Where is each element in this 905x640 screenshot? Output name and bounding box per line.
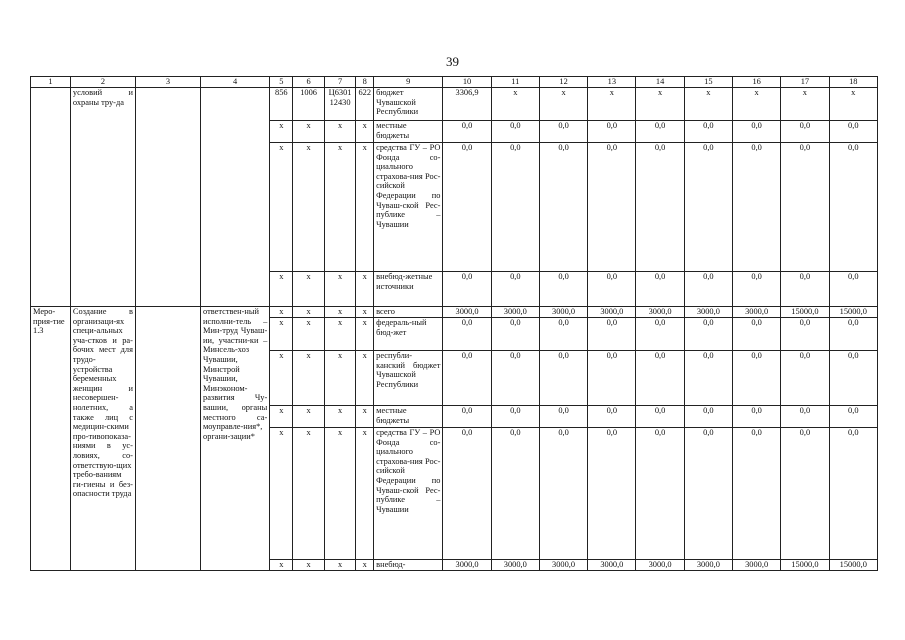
value-cell: 0,0: [588, 121, 636, 143]
value-cell: x: [636, 88, 684, 121]
value-cell: 0,0: [733, 406, 781, 428]
value-cell: 0,0: [588, 272, 636, 307]
value-cell: 0,0: [733, 428, 781, 560]
value-cell: x: [684, 88, 732, 121]
code-cell: x: [356, 121, 374, 143]
value-cell: 3306,9: [443, 88, 491, 121]
value-cell: 0,0: [829, 351, 877, 406]
value-cell: 0,0: [491, 318, 539, 351]
table-row: [31, 307, 878, 318]
value-cell: 0,0: [733, 318, 781, 351]
code-cell: x: [324, 406, 355, 428]
measure-label-cell: [31, 88, 71, 307]
header-cell: 5: [270, 77, 293, 88]
value-cell: 0,0: [443, 121, 491, 143]
value-cell: 0,0: [539, 406, 587, 428]
value-cell: 0,0: [684, 143, 732, 272]
value-cell: 0,0: [588, 143, 636, 272]
value-cell: x: [491, 88, 539, 121]
value-cell: 0,0: [733, 351, 781, 406]
code-cell: x: [356, 307, 374, 318]
value-cell: 3000,0: [684, 560, 732, 571]
value-cell: 0,0: [636, 318, 684, 351]
funding-source-cell: внебюд-жетные источники: [374, 272, 443, 307]
funding-source-cell: средства ГУ – РО Фонда со-циального страхова-ния Рос-сийской Федерации по Чуваш-ской Рес-публике – Чувашии: [374, 143, 443, 272]
value-cell: 0,0: [781, 318, 829, 351]
code-cell: x: [356, 351, 374, 406]
value-cell: 3000,0: [636, 560, 684, 571]
value-cell: 0,0: [684, 318, 732, 351]
funding-source-cell: средства ГУ – РО Фонда со-циального страхова-ния Рос-сийской Федерации по Чуваш-ской Рес-публике – Чувашии: [374, 428, 443, 560]
value-cell: x: [539, 88, 587, 121]
header-cell: 15: [684, 77, 732, 88]
value-cell: 0,0: [829, 428, 877, 560]
value-cell: 0,0: [588, 428, 636, 560]
responsible-cell: [201, 88, 270, 307]
value-cell: 0,0: [636, 428, 684, 560]
value-cell: 0,0: [781, 121, 829, 143]
header-cell: 7: [324, 77, 355, 88]
code-cell: x: [293, 272, 324, 307]
value-cell: 0,0: [443, 272, 491, 307]
value-cell: 0,0: [781, 143, 829, 272]
value-cell: 3000,0: [684, 307, 732, 318]
value-cell: 0,0: [539, 351, 587, 406]
value-cell: 3000,0: [443, 307, 491, 318]
value-cell: 0,0: [829, 406, 877, 428]
value-cell: 3000,0: [733, 307, 781, 318]
header-cell: 2: [70, 77, 135, 88]
code-cell: x: [324, 560, 355, 571]
funding-source-cell: всего: [374, 307, 443, 318]
code-cell: x: [324, 428, 355, 560]
code-cell: x: [293, 143, 324, 272]
value-cell: 0,0: [733, 143, 781, 272]
value-cell: 0,0: [443, 428, 491, 560]
code-cell: x: [293, 351, 324, 406]
code-cell: Ц6301 12430: [324, 88, 355, 121]
code-cell: x: [270, 143, 293, 272]
code-cell: x: [293, 318, 324, 351]
funding-source-cell: местные бюджеты: [374, 406, 443, 428]
code-cell: x: [324, 318, 355, 351]
funding-source-cell: бюджет Чувашской Республики: [374, 88, 443, 121]
header-cell: 13: [588, 77, 636, 88]
code-cell: x: [270, 307, 293, 318]
value-cell: 15000,0: [781, 560, 829, 571]
code-cell: x: [356, 143, 374, 272]
table-row: [31, 88, 878, 121]
code-cell: x: [293, 307, 324, 318]
header-cell: 17: [781, 77, 829, 88]
header-cell: 18: [829, 77, 877, 88]
code-cell: x: [356, 318, 374, 351]
value-cell: 0,0: [588, 318, 636, 351]
value-cell: 0,0: [491, 428, 539, 560]
value-cell: x: [588, 88, 636, 121]
value-cell: 0,0: [539, 318, 587, 351]
code-cell: x: [324, 272, 355, 307]
code-cell: x: [270, 560, 293, 571]
code-cell: x: [270, 272, 293, 307]
value-cell: 3000,0: [491, 307, 539, 318]
value-cell: 0,0: [781, 406, 829, 428]
value-cell: 0,0: [443, 318, 491, 351]
code-cell: x: [293, 406, 324, 428]
header-cell: 1: [31, 77, 71, 88]
measure-name-cell: Создание в организаци-ях специ-альных уча-стков и ра-бочих мест для трудо-устройства беременных женщин и несовершен-нолетних, а также лиц с медицин-скими про-тивопоказа-ниями в ус-ловиях, со-ответствую-щих требо-ваниям ги-гиены и без-опасности труда: [70, 307, 135, 571]
value-cell: 0,0: [636, 272, 684, 307]
code-cell: x: [270, 121, 293, 143]
value-cell: 0,0: [781, 272, 829, 307]
page-number: 39: [446, 54, 459, 69]
value-cell: 15000,0: [829, 307, 877, 318]
code-cell: x: [324, 143, 355, 272]
value-cell: 15000,0: [829, 560, 877, 571]
value-cell: 0,0: [539, 143, 587, 272]
value-cell: 0,0: [588, 351, 636, 406]
value-cell: 0,0: [684, 406, 732, 428]
header-cell: 8: [356, 77, 374, 88]
header-row: [31, 77, 878, 88]
value-cell: 0,0: [539, 121, 587, 143]
code-cell: 622: [356, 88, 374, 121]
code-cell: x: [356, 272, 374, 307]
value-cell: 0,0: [684, 272, 732, 307]
code-cell: x: [293, 428, 324, 560]
code-cell: x: [324, 351, 355, 406]
value-cell: 0,0: [781, 351, 829, 406]
value-cell: 3000,0: [539, 307, 587, 318]
code-cell: 856: [270, 88, 293, 121]
header-cell: 16: [733, 77, 781, 88]
value-cell: 0,0: [491, 406, 539, 428]
header-cell: 14: [636, 77, 684, 88]
value-cell: 3000,0: [443, 560, 491, 571]
header-cell: 11: [491, 77, 539, 88]
code-cell: x: [324, 307, 355, 318]
value-cell: 3000,0: [636, 307, 684, 318]
value-cell: 3000,0: [588, 560, 636, 571]
funding-source-cell: местные бюджеты: [374, 121, 443, 143]
value-cell: 3000,0: [733, 560, 781, 571]
block2-body: [31, 307, 878, 571]
code-cell: x: [324, 121, 355, 143]
value-cell: 3000,0: [588, 307, 636, 318]
value-cell: 0,0: [636, 121, 684, 143]
code-cell: x: [356, 560, 374, 571]
value-cell: 0,0: [684, 121, 732, 143]
header-cell: 9: [374, 77, 443, 88]
value-cell: 15000,0: [781, 307, 829, 318]
code-cell: x: [356, 406, 374, 428]
funding-source-cell: внебюд-: [374, 560, 443, 571]
value-cell: 0,0: [588, 406, 636, 428]
code-cell: x: [293, 121, 324, 143]
value-cell: 0,0: [636, 351, 684, 406]
value-cell: 0,0: [684, 351, 732, 406]
code-cell: x: [270, 428, 293, 560]
measure-label-cell: Меро-прия-тие 1.3: [31, 307, 71, 571]
value-cell: x: [829, 88, 877, 121]
value-cell: 0,0: [829, 121, 877, 143]
value-cell: 0,0: [829, 143, 877, 272]
value-cell: 0,0: [733, 272, 781, 307]
header-cell: 12: [539, 77, 587, 88]
value-cell: 0,0: [491, 143, 539, 272]
value-cell: 0,0: [829, 272, 877, 307]
value-cell: 0,0: [684, 428, 732, 560]
value-cell: 0,0: [636, 143, 684, 272]
funding-source-cell: республи-канский бюджет Чувашской Республики: [374, 351, 443, 406]
value-cell: 0,0: [491, 272, 539, 307]
value-cell: 0,0: [443, 406, 491, 428]
value-cell: 0,0: [491, 351, 539, 406]
code-cell: x: [293, 560, 324, 571]
result-indicator-cell: [135, 307, 200, 571]
header-cell: 6: [293, 77, 324, 88]
code-cell: x: [356, 428, 374, 560]
value-cell: 3000,0: [491, 560, 539, 571]
value-cell: 0,0: [539, 272, 587, 307]
budget-table: [30, 76, 878, 571]
value-cell: 0,0: [491, 121, 539, 143]
measure-name-cell: условий и охраны тру-да: [70, 88, 135, 307]
header-cell: 10: [443, 77, 491, 88]
value-cell: x: [733, 88, 781, 121]
code-cell: 1006: [293, 88, 324, 121]
block1-body: [31, 88, 878, 307]
value-cell: 0,0: [539, 428, 587, 560]
value-cell: 0,0: [829, 318, 877, 351]
value-cell: x: [781, 88, 829, 121]
responsible-cell: ответствен-ный исполни-тель – Мин-труд Чуваш-ии, участни-ки – Минсель-хоз Чувашии, Минстрой Чувашии, Минэконом-развития Чу-вашии, органы местного са-моуправле-ния*, органи-зации*: [201, 307, 270, 571]
header-cell: 4: [201, 77, 270, 88]
header-cell: 3: [135, 77, 200, 88]
value-cell: 0,0: [733, 121, 781, 143]
value-cell: 0,0: [636, 406, 684, 428]
value-cell: 0,0: [781, 428, 829, 560]
funding-source-cell: федераль-ный бюд-жет: [374, 318, 443, 351]
value-cell: 0,0: [443, 143, 491, 272]
value-cell: 3000,0: [539, 560, 587, 571]
code-cell: x: [270, 351, 293, 406]
value-cell: 0,0: [443, 351, 491, 406]
result-indicator-cell: [135, 88, 200, 307]
code-cell: x: [270, 406, 293, 428]
code-cell: x: [270, 318, 293, 351]
